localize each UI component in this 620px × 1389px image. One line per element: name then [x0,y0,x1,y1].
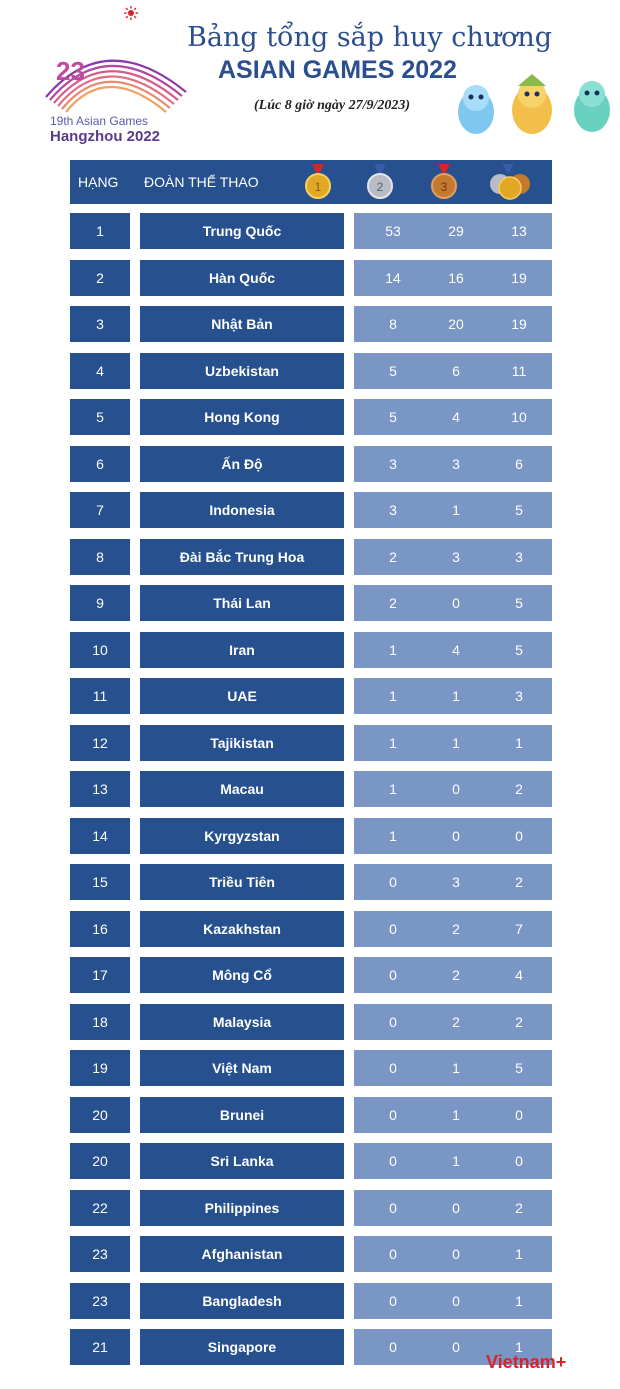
total-medals-icon [488,164,532,200]
rank-cell: 9 [70,585,130,621]
header [0,0,620,160]
gold-count: 0 [389,1293,397,1309]
mascots-icon [446,70,620,146]
total-count: 1 [584,828,592,844]
table-row [70,1143,592,1179]
table-row [70,399,596,435]
team-cell: Đài Bắc Trung Hoa [140,539,344,575]
bronze-count: 3 [515,549,523,565]
table-header [70,160,552,204]
total-count: 19 [580,409,596,425]
rank-cell: 4 [70,353,130,389]
rank-cell: 2 [70,260,130,296]
total-count: 12 [580,456,596,472]
table-row [70,446,596,482]
silver-count: 0 [452,828,460,844]
silver-count: 29 [448,223,464,239]
rank-cell: 12 [70,725,130,761]
medal-counts [354,353,596,389]
medal-counts [354,260,596,296]
table-row [70,585,592,621]
medal-counts [354,632,596,668]
gold-count: 0 [389,921,397,937]
silver-count: 3 [452,549,460,565]
gold-count: 1 [389,642,397,658]
rank-cell: 8 [70,539,130,575]
table-row [70,1190,592,1226]
silver-count: 4 [452,642,460,658]
team-cell: Macau [140,771,344,807]
gold-count: 0 [389,1014,397,1030]
table-row [70,678,592,714]
bronze-count: 1 [515,1293,523,1309]
bronze-count: 5 [515,595,523,611]
total-count: 1 [584,1107,592,1123]
table-row [70,306,596,342]
medal-counts [354,818,592,854]
team-cell: Ấn Độ [140,446,344,482]
silver-count: 1 [452,735,460,751]
team-cell: Sri Lanka [140,1143,344,1179]
medal-counts [354,539,592,575]
rank-cell: 23 [70,1283,130,1319]
table-row [70,771,592,807]
gold-count: 2 [389,549,397,565]
bronze-count: 11 [511,363,527,379]
total-count: 8 [584,549,592,565]
gold-count: 1 [389,688,397,704]
gold-count: 3 [389,502,397,518]
rank-cell: 19 [70,1050,130,1086]
bronze-count: 5 [515,1060,523,1076]
gold-medal-icon [300,164,336,200]
table-row [70,1050,592,1086]
bronze-count: 13 [511,223,527,239]
medal-counts [354,585,592,621]
silver-count: 6 [452,363,460,379]
total-count: 1 [584,1339,592,1355]
medal-counts [354,1097,592,1133]
gold-count: 8 [389,316,397,332]
bronze-count: 1 [515,1339,523,1355]
team-cell: Hong Kong [140,399,344,435]
total-count: 10 [580,642,596,658]
medal-counts [354,213,596,249]
team-cell: Philippines [140,1190,344,1226]
rank-cell: 5 [70,399,130,435]
bronze-count: 3 [515,688,523,704]
team-cell: Việt Nam [140,1050,344,1086]
silver-count: 16 [448,270,464,286]
bronze-count: 10 [511,409,527,425]
medal-counts [354,1004,592,1040]
medal-counts [354,1283,592,1319]
column-header-rank: HẠNG [78,174,119,190]
team-cell: Trung Quốc [140,213,344,249]
silver-count: 1 [452,1107,460,1123]
team-cell: Malaysia [140,1004,344,1040]
table-row [70,492,592,528]
silver-count: 0 [452,1246,460,1262]
team-cell: Brunei [140,1097,344,1133]
rank-cell: 15 [70,864,130,900]
total-count: 22 [580,363,596,379]
vietnamplus-logo: Vietnam+ [486,1352,567,1372]
silver-count: 3 [452,874,460,890]
rank-cell: 18 [70,1004,130,1040]
rank-cell: 11 [70,678,130,714]
team-cell: UAE [140,678,344,714]
medal-counts [354,446,596,482]
medal-counts [354,1050,592,1086]
silver-count: 1 [452,502,460,518]
gold-count: 0 [389,1339,397,1355]
silver-count: 0 [452,1293,460,1309]
medal-counts [354,911,592,947]
silver-count: 0 [452,1339,460,1355]
table-row [70,1236,592,1272]
total-count: 3 [584,781,592,797]
total-count: 5 [584,688,592,704]
total-count: 9 [584,502,592,518]
bronze-count: 0 [515,1153,523,1169]
medal-counts [354,725,592,761]
rank-cell: 22 [70,1190,130,1226]
total-count: 1 [584,1246,592,1262]
rank-cell: 20 [70,1143,130,1179]
gold-count: 53 [385,223,401,239]
gold-count: 1 [389,828,397,844]
silver-count: 1 [452,1060,460,1076]
silver-count: 0 [452,1200,460,1216]
bronze-count: 7 [515,921,523,937]
table-row [70,213,596,249]
medal-counts [354,1236,592,1272]
update-time: (Lúc 8 giờ ngày 27/9/2023) [254,98,411,113]
team-cell: Kyrgyzstan [140,818,344,854]
page-title: Bảng tổng sắp huy chương [187,22,553,53]
medal-counts [354,1143,592,1179]
medal-counts [354,306,596,342]
bronze-count: 19 [511,316,527,332]
team-cell: Afghanistan [140,1236,344,1272]
table-row [70,864,592,900]
team-cell: Indonesia [140,492,344,528]
team-cell: Triều Tiên [140,864,344,900]
bronze-count: 2 [515,1200,523,1216]
total-count: 95 [580,223,596,239]
rank-cell: 6 [70,446,130,482]
rank-cell: 14 [70,818,130,854]
gold-count: 0 [389,1107,397,1123]
bronze-count: 5 [515,502,523,518]
rank-cell: 16 [70,911,130,947]
bronze-count: 6 [515,456,523,472]
gold-count: 0 [389,1153,397,1169]
total-count: 6 [584,967,592,983]
table-row [70,1329,592,1365]
column-header-team: ĐOÀN THỂ THAO [144,174,259,190]
total-count: 1 [584,1293,592,1309]
bronze-count: 4 [515,967,523,983]
total-count: 49 [580,270,596,286]
team-cell: Hàn Quốc [140,260,344,296]
svg-text:1: 1 [314,180,322,194]
team-cell: Thái Lan [140,585,344,621]
team-cell: Uzbekistan [140,353,344,389]
gold-count: 2 [389,595,397,611]
gold-count: 0 [389,1246,397,1262]
gold-count: 3 [389,456,397,472]
bronze-count: 2 [515,1014,523,1030]
rank-cell: 10 [70,632,130,668]
silver-medal-icon [362,164,398,200]
total-count: 47 [580,316,596,332]
team-cell: Kazakhstan [140,911,344,947]
svg-text:3: 3 [440,180,448,194]
rank-cell: 21 [70,1329,130,1365]
rank-cell: 13 [70,771,130,807]
svg-text:2: 2 [376,180,384,194]
table-row [70,1283,592,1319]
bronze-count: 1 [515,1246,523,1262]
silver-count: 2 [452,967,460,983]
silver-count: 4 [452,409,460,425]
silver-count: 2 [452,921,460,937]
bronze-count: 1 [515,735,523,751]
gold-count: 1 [389,781,397,797]
sun-icon [124,6,138,20]
table-row [70,911,592,947]
gold-count: 5 [389,409,397,425]
total-count: 9 [584,921,592,937]
table-row [70,260,596,296]
rank-cell: 23 [70,1236,130,1272]
total-count: 1 [584,1153,592,1169]
gold-count: 0 [389,967,397,983]
bronze-count: 5 [515,642,523,658]
team-cell: Bangladesh [140,1283,344,1319]
table-row [70,957,592,993]
rank-cell: 3 [70,306,130,342]
medal-counts [354,957,592,993]
medal-counts [354,1190,592,1226]
medal-counts [354,678,592,714]
table-row [70,539,592,575]
rank-cell: 1 [70,213,130,249]
rank-cell: 17 [70,957,130,993]
team-cell: Singapore [140,1329,344,1365]
medal-counts [354,864,592,900]
total-count: 5 [584,874,592,890]
gold-count: 1 [389,735,397,751]
bronze-count: 0 [515,1107,523,1123]
table-row [70,1004,592,1040]
silver-count: 1 [452,1153,460,1169]
logo-line2: Hangzhou 2022 [50,128,161,145]
rank-cell: 20 [70,1097,130,1133]
silver-count: 3 [452,456,460,472]
gold-count: 14 [385,270,401,286]
total-count: 7 [584,595,592,611]
medal-counts [354,399,596,435]
silver-count: 20 [448,316,464,332]
total-count: 6 [584,1060,592,1076]
medal-counts [354,771,592,807]
bronze-count: 2 [515,874,523,890]
logo-line1: 19th Asian Games [50,114,149,128]
total-count: 2 [584,1200,592,1216]
team-cell: Tajikistan [140,725,344,761]
total-count: 3 [584,735,592,751]
bronze-count: 19 [511,270,527,286]
total-count: 4 [584,1014,592,1030]
page-title-event: ASIAN GAMES 2022 [218,56,457,84]
bronze-count: 0 [515,828,523,844]
silver-count: 0 [452,781,460,797]
silver-count: 0 [452,595,460,611]
gold-count: 0 [389,1060,397,1076]
table-row [70,632,596,668]
team-cell: Nhật Bản [140,306,344,342]
silver-count: 2 [452,1014,460,1030]
gold-count: 0 [389,874,397,890]
bronze-count: 2 [515,781,523,797]
gold-count: 5 [389,363,397,379]
team-cell: Mông Cổ [140,957,344,993]
gold-count: 0 [389,1200,397,1216]
silver-count: 1 [452,688,460,704]
table-row [70,725,592,761]
table-row [70,1097,592,1133]
bronze-medal-icon [426,164,462,200]
svg-text:23: 23 [56,56,85,86]
team-cell: Iran [140,632,344,668]
rank-cell: 7 [70,492,130,528]
table-row [70,353,596,389]
medal-counts [354,492,592,528]
table-row [70,818,592,854]
